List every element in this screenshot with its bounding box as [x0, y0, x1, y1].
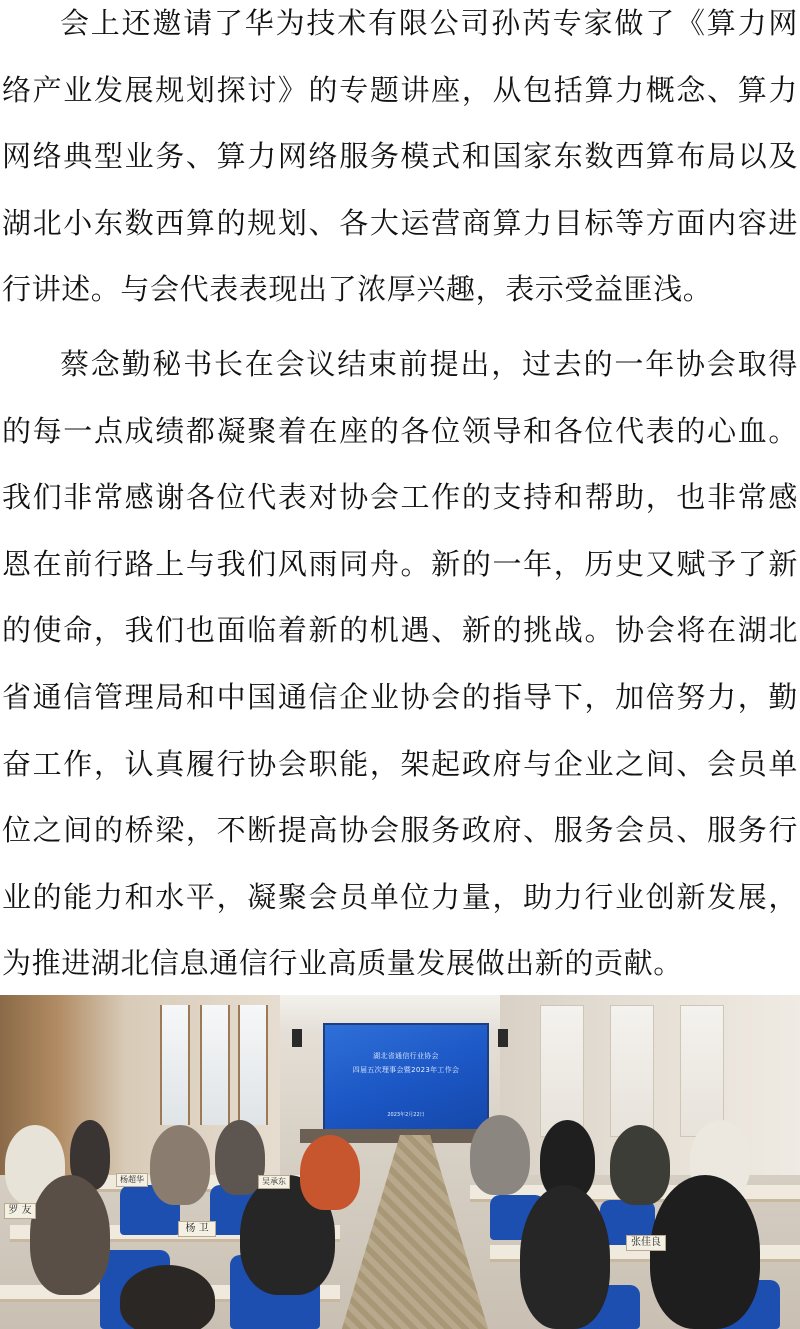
attendee — [610, 1125, 670, 1205]
screen-date: 2023年2月22日 — [387, 1112, 425, 1118]
screen-subtitle: 四届五次理事会暨2023年工作会 — [352, 1066, 460, 1074]
attendee — [30, 1175, 110, 1295]
nameplate: 杨 卫 — [178, 1221, 216, 1237]
projection-screen — [323, 1023, 489, 1135]
speaker-box — [498, 1029, 508, 1047]
attendee — [300, 1135, 360, 1210]
attendee — [650, 1175, 760, 1329]
window — [200, 1005, 230, 1125]
attendee — [520, 1185, 610, 1329]
screen-title: 湖北省通信行业协会 — [373, 1052, 439, 1060]
attendee — [150, 1125, 210, 1205]
nameplate: 罗 友 — [4, 1203, 36, 1219]
wall-panel — [610, 1005, 654, 1137]
aisle-carpet — [340, 1135, 490, 1329]
attendee — [470, 1115, 530, 1195]
nameplate: 杨超华 — [116, 1173, 148, 1187]
speaker-box — [292, 1029, 302, 1047]
wall-panel — [540, 1005, 584, 1137]
window — [238, 1005, 268, 1125]
nameplate: 吴承东 — [258, 1175, 290, 1189]
wall-panel — [680, 1005, 724, 1137]
meeting-photo — [0, 995, 800, 1329]
paragraph-lecture: 会上还邀请了华为技术有限公司孙芮专家做了《算力网络产业发展规划探讨》的专题讲座，从包括算力概念、算力网络典型业务、算力网络服务模式和国家东数西算布局以及湖北小东数西算的规划、各大运营商算力目标等方面内容进行讲述。与会代表表现出了浓厚兴趣，表示受益匪浅。 — [2, 6, 798, 307]
attendee — [120, 1265, 215, 1329]
window — [160, 1005, 190, 1125]
nameplate: 张佳良 — [626, 1235, 666, 1251]
paragraph-closing-remarks: 蔡念勤秘书长在会议结束前提出，过去的一年协会取得的每一点成绩都凝聚着在座的各位领导和各位代表的心血。我们非常感谢各位代表对协会工作的支持和帮助，也非常感恩在前行路上与我们风雨同舟。新的一年，历史又赋予了新的使命，我们也面临着新的机遇、新的挑战。协会将在湖北省通信管理局和中国通信企业协会的指导下，加倍努力，勤奋工作，认真履行协会职能，架起政府与企业之间、会员单位之间的桥梁，不断提高协会服务政府、服务会员、服务行业的能力和水平，凝聚会员单位力量，助力行业创新发展，为推进湖北信息通信行业高质量发展做出新的贡献。 — [2, 346, 798, 981]
